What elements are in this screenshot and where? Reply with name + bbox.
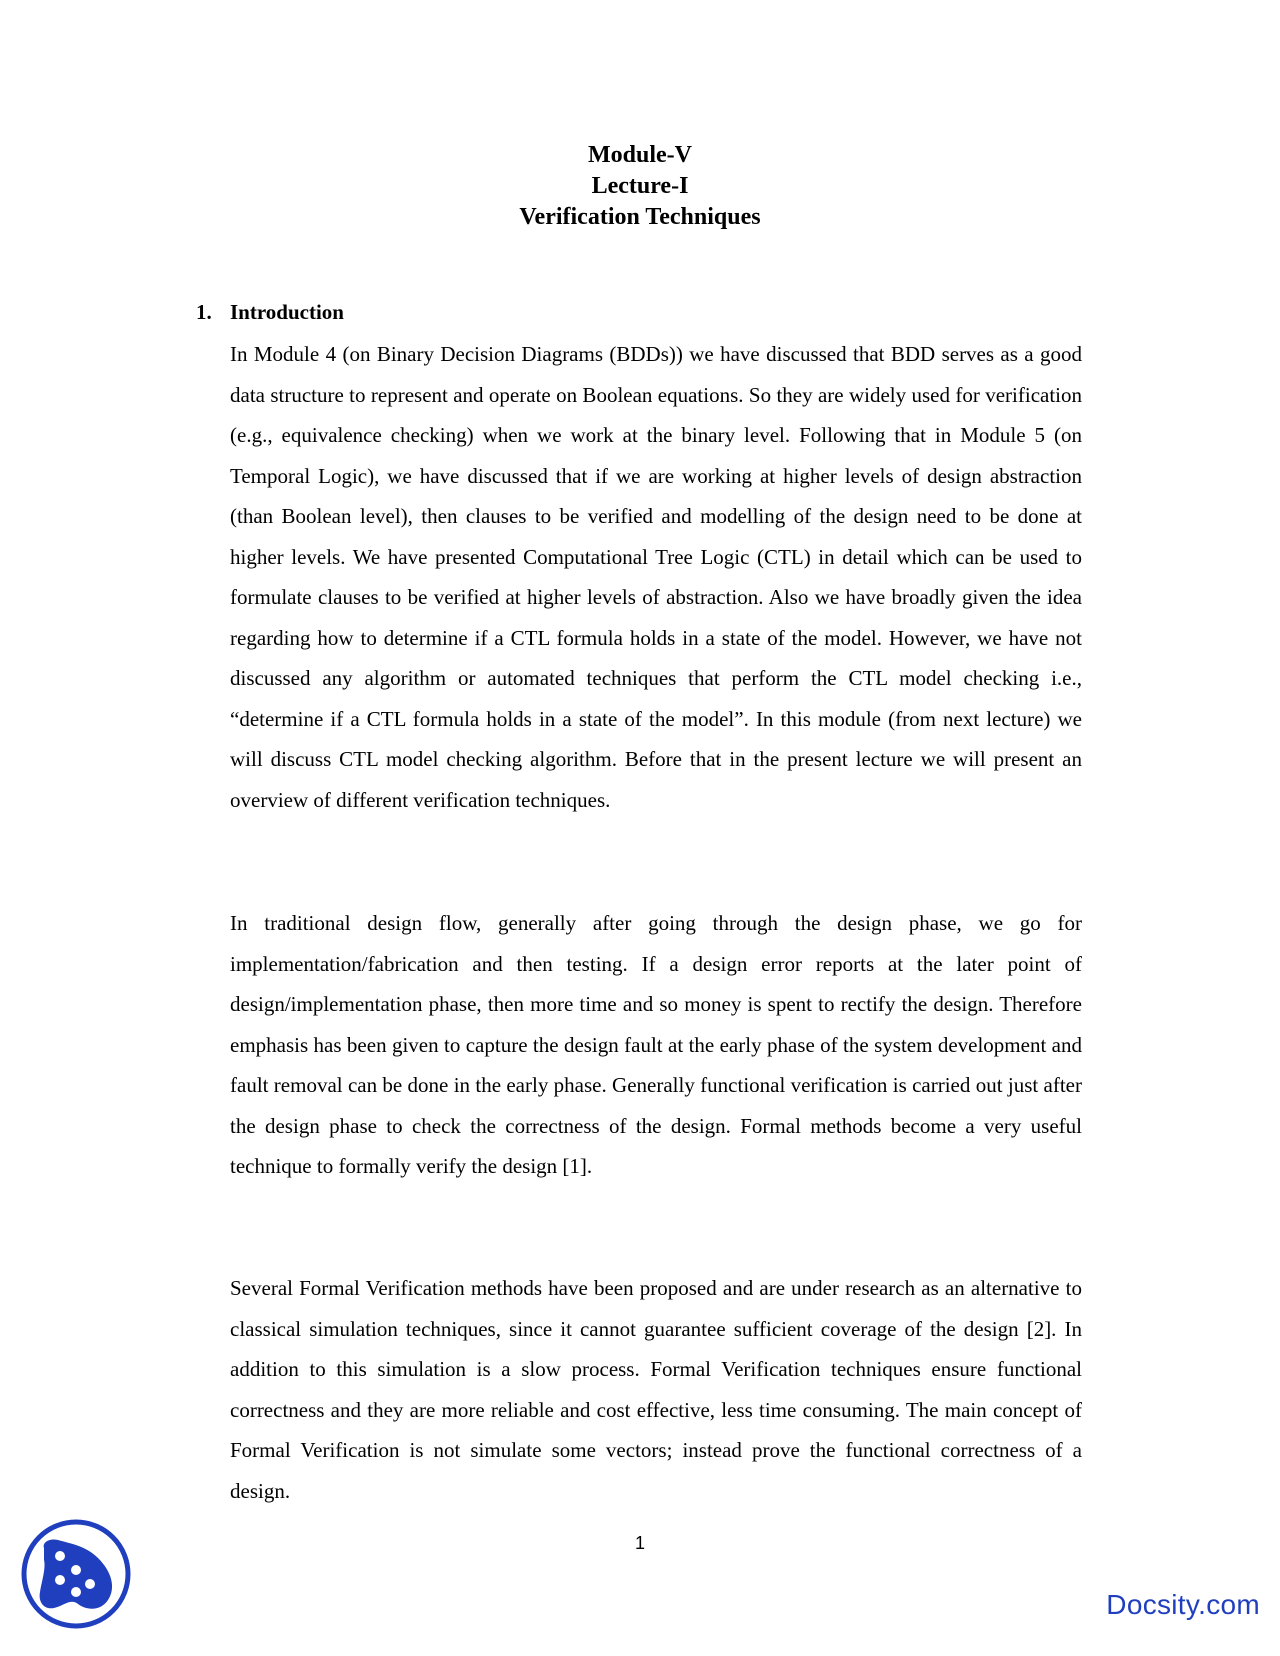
module-title: Module-V (588, 142, 692, 168)
page-number: 1 (634, 1533, 645, 1553)
section-heading (196, 300, 344, 324)
paragraph: In traditional design flow, generally after going through the design phase, we go for implementation/fabrication and then testing. If a design error reports at the later point of design/implementation phase, then more time and so money is spent to rectify the design. Therefore emphasis has been given to capture the design fault at the early phase of the system development and fault removal can be done in the early phase. Generally functional verification is carried out just after the design phase to check the correctness of the design. Formal methods become a very useful technique to formally verify the design [1]. (230, 911, 1082, 1178)
title-block (0, 140, 1280, 233)
document-title: Verification Techniques (519, 204, 761, 230)
section-title: Introduction (230, 300, 344, 324)
lecture-title: Lecture-I (591, 173, 689, 199)
paragraph: In Module 4 (on Binary Decision Diagrams (BDDs)) we have discussed that BDD serves as a good data structure to represent and operate on Boolean equations. So they are widely used for verification (e.g., equivalence checking) when we work at the binary level. Following that in Module 5 (on Temporal Logic), we have discussed that if we are working at higher levels of design abstraction (than Boolean level), then clauses to be verified and modelling of the design need to be done at higher levels. We have presented Computational Tree Logic (CTL) in detail which can be used to formulate clauses to be verified at higher levels of abstraction. Also we have broadly given the idea regarding how to determine if a CTL formula holds in a state of the model. However, we have not discussed any algorithm or automated techniques that perform the CTL model checking i.e., “determine if a CTL formula holds in a state of the model”. In this module (from next lecture) we will discuss CTL model checking algorithm. Before that in the present lecture we will present an overview of different verification techniques. (230, 342, 1082, 812)
brand-link[interactable]: Docsity.com (1106, 1589, 1260, 1620)
docsity-logo-icon[interactable] (20, 1518, 132, 1630)
paragraph: Several Formal Verification methods have been proposed and are under research as an alternative to classical simulation techniques, since it cannot guarantee sufficient coverage of the design [2]. In addition to this simulation is a slow process. Formal Verification techniques ensure functional correctness and they are more reliable and cost effective, less time consuming. The main concept of Formal Verification is not simulate some vectors; instead prove the functional correctness of a design. (230, 1276, 1082, 1503)
section-number: 1. (196, 300, 212, 324)
